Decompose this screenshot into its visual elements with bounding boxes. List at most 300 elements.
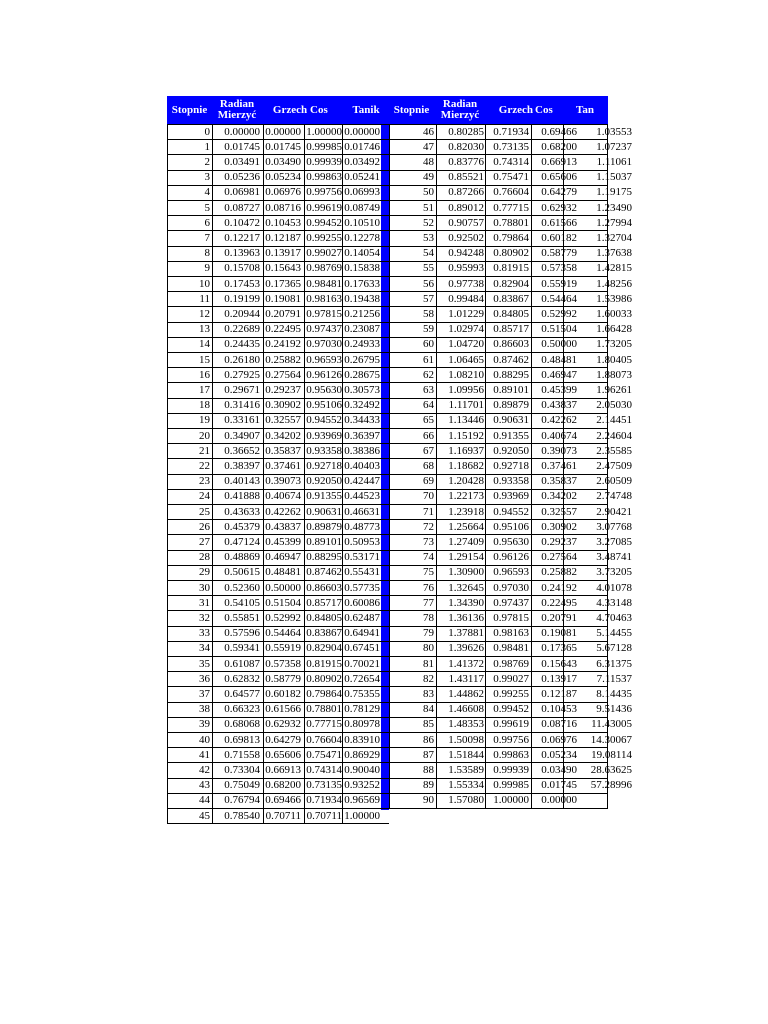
cell-degrees: 7: [204, 231, 210, 244]
cell-degrees: 19: [199, 414, 210, 427]
cell-radians: 1.25664: [448, 520, 484, 533]
cell-degrees: 26: [199, 520, 210, 533]
cell-radians: 1.46608: [448, 703, 484, 716]
cell-sin: 0.89101: [493, 383, 529, 396]
cell-sin: 0.64279: [265, 733, 301, 746]
cell-tan: 57.28996: [590, 779, 632, 792]
cell-sin: 0.99255: [493, 687, 529, 700]
cell-tan: 0.15838: [344, 262, 380, 275]
cell-sin: 0.91355: [493, 429, 529, 442]
cell-sin: 0.29237: [265, 383, 301, 396]
cell-cos: 0.24192: [541, 581, 577, 594]
cell-tan: 2.35585: [596, 444, 632, 457]
cell-tan: 0.93252: [344, 779, 380, 792]
cell-sin: 0.34202: [265, 429, 301, 442]
cell-radians: 0.68068: [224, 718, 260, 731]
cell-sin: 0.97815: [493, 611, 529, 624]
cell-degrees: 86: [423, 733, 434, 746]
cell-tan: 1.60033: [596, 307, 632, 320]
cell-sin: 0.71934: [493, 125, 529, 138]
cell-cos: 0.93969: [306, 429, 342, 442]
cell-tan: 0.80978: [344, 718, 380, 731]
cell-cos: 0.58779: [541, 247, 577, 260]
cell-tan: 0.90040: [344, 763, 380, 776]
cell-sin: 0.85717: [493, 323, 529, 336]
cell-tan: 0.17633: [344, 277, 380, 290]
cell-tan: 2.47509: [596, 459, 632, 472]
cell-cos: 0.42262: [541, 414, 577, 427]
cell-cos: 0.43837: [541, 399, 577, 412]
cell-sin: 0.86603: [493, 338, 529, 351]
cell-degrees: 36: [199, 672, 210, 685]
cell-sin: 0.35837: [265, 444, 301, 457]
cell-degrees: 88: [423, 763, 434, 776]
cell-tan: 3.73205: [596, 566, 632, 579]
cell-radians: 1.01229: [448, 307, 484, 320]
cell-sin: 0.90631: [493, 414, 529, 427]
cell-degrees: 16: [199, 368, 210, 381]
cell-cos: 0.76604: [306, 733, 342, 746]
cell-cos: 0.99255: [306, 231, 342, 244]
cell-tan: 2.90421: [596, 505, 632, 518]
cell-degrees: 43: [199, 779, 210, 792]
cell-tan: 4.33148: [596, 596, 632, 609]
cell-sin: 0.96593: [493, 566, 529, 579]
cell-sin: 0.37461: [265, 459, 301, 472]
cell-degrees: 6: [204, 216, 210, 229]
cell-cos: 0.91355: [306, 490, 342, 503]
cell-tan: 0.19438: [344, 292, 380, 305]
cell-tan: 0.60086: [344, 596, 380, 609]
cell-degrees: 58: [423, 307, 434, 320]
cell-tan: 0.46631: [344, 505, 380, 518]
cell-degrees: 30: [199, 581, 210, 594]
cell-cos: 0.93358: [306, 444, 342, 457]
cell-radians: 1.51844: [448, 748, 484, 761]
cell-sin: 0.82904: [493, 277, 529, 290]
cell-degrees: 85: [423, 718, 434, 731]
cell-radians: 0.40143: [224, 475, 260, 488]
cell-radians: 1.13446: [448, 414, 484, 427]
cell-tan: 0.86929: [344, 748, 380, 761]
cell-cos: 0.40674: [541, 429, 577, 442]
cell-radians: 0.12217: [224, 231, 260, 244]
cell-radians: 0.50615: [224, 566, 260, 579]
header-cos-right: Cos: [535, 103, 553, 116]
cell-radians: 1.20428: [448, 475, 484, 488]
cell-cos: 0.74314: [306, 763, 342, 776]
cell-degrees: 14: [199, 338, 210, 351]
header-radians-left: Radian Mierzyć: [217, 98, 257, 121]
cell-degrees: 0: [204, 125, 210, 138]
cell-sin: 0.99452: [493, 703, 529, 716]
cell-cos: 0.81915: [306, 657, 342, 670]
cell-radians: 0.94248: [448, 247, 484, 260]
cell-radians: 0.59341: [224, 642, 260, 655]
cell-cos: 0.05234: [541, 748, 577, 761]
header-degrees-right: Stopnie: [393, 103, 430, 116]
cell-tan: 6.31375: [596, 657, 632, 670]
cell-sin: 0.42262: [265, 505, 301, 518]
cell-degrees: 9: [204, 262, 210, 275]
cell-cos: 0.99939: [306, 155, 342, 168]
cell-cos: 0.46947: [541, 368, 577, 381]
cell-degrees: 10: [199, 277, 210, 290]
cell-tan: 0.38386: [344, 444, 380, 457]
cell-cos: 0.95106: [306, 399, 342, 412]
cell-radians: 0.61087: [224, 657, 260, 670]
cell-tan: 1.11061: [596, 155, 632, 168]
cell-radians: 0.26180: [224, 353, 260, 366]
cell-radians: 1.48353: [448, 718, 484, 731]
cell-radians: 1.55334: [448, 779, 484, 792]
cell-sin: 0.17365: [265, 277, 301, 290]
cell-cos: 0.06976: [541, 733, 577, 746]
cell-cos: 0.57358: [541, 262, 577, 275]
cell-cos: 0.60182: [541, 231, 577, 244]
cell-radians: 0.38397: [224, 459, 260, 472]
cell-radians: 0.76794: [224, 794, 260, 807]
cell-degrees: 63: [423, 383, 434, 396]
cell-sin: 0.22495: [265, 323, 301, 336]
cell-radians: 0.27925: [224, 368, 260, 381]
header-radians-right: Radian Mierzyć: [440, 98, 480, 121]
cell-radians: 0.55851: [224, 611, 260, 624]
cell-radians: 0.03491: [224, 155, 260, 168]
cell-cos: 0.98769: [306, 262, 342, 275]
cell-cos: 0.97030: [306, 338, 342, 351]
cell-sin: 0.98481: [493, 642, 529, 655]
cell-radians: 0.19199: [224, 292, 260, 305]
cell-radians: 0.69813: [224, 733, 260, 746]
cell-radians: 0.36652: [224, 444, 260, 457]
cell-tan: 1.73205: [596, 338, 632, 351]
cell-radians: 0.43633: [224, 505, 260, 518]
cell-sin: 0.95106: [493, 520, 529, 533]
cell-cos: 0.98481: [306, 277, 342, 290]
cell-degrees: 35: [199, 657, 210, 670]
cell-cos: 0.97437: [306, 323, 342, 336]
cell-radians: 0.15708: [224, 262, 260, 275]
cell-tan: 0.70021: [344, 657, 380, 670]
cell-radians: 0.31416: [224, 399, 260, 412]
cell-tan: 0.23087: [344, 323, 380, 336]
cell-degrees: 33: [199, 627, 210, 640]
cell-tan: 1.48256: [596, 277, 632, 290]
cell-cos: 0.64279: [541, 186, 577, 199]
cell-tan: 1.96261: [596, 383, 632, 396]
cell-degrees: 5: [204, 201, 210, 214]
cell-radians: 1.32645: [448, 581, 484, 594]
cell-sin: 0.27564: [265, 368, 301, 381]
cell-cos: 0.99985: [306, 140, 342, 153]
cell-cos: 0.19081: [541, 627, 577, 640]
cell-degrees: 84: [423, 703, 434, 716]
cell-sin: 0.89879: [493, 399, 529, 412]
cell-sin: 0.80902: [493, 247, 529, 260]
cell-radians: 1.39626: [448, 642, 484, 655]
cell-sin: 0.92718: [493, 459, 529, 472]
cell-tan: 0.67451: [344, 642, 380, 655]
cell-degrees: 44: [199, 794, 210, 807]
cell-cos: 0.98163: [306, 292, 342, 305]
cell-cos: 0.84805: [306, 611, 342, 624]
cell-degrees: 68: [423, 459, 434, 472]
header-sin-right: Grzech: [498, 103, 533, 116]
cell-tan: 1.32704: [596, 231, 632, 244]
cell-sin: 0.99985: [493, 779, 529, 792]
cell-sin: 0.60182: [265, 687, 301, 700]
cell-tan: 1.42815: [596, 262, 632, 275]
cell-radians: 0.10472: [224, 216, 260, 229]
cell-tan: 28.63625: [590, 763, 632, 776]
cell-radians: 0.82030: [448, 140, 484, 153]
cell-tan: 1.03553: [596, 125, 632, 138]
cell-degrees: 75: [423, 566, 434, 579]
cell-tan: 0.08749: [344, 201, 380, 214]
cell-cos: 0.13917: [541, 672, 577, 685]
cell-cos: 0.77715: [306, 718, 342, 731]
cell-tan: 1.80405: [596, 353, 632, 366]
cell-sin: 0.68200: [265, 779, 301, 792]
cell-cos: 0.87462: [306, 566, 342, 579]
cell-sin: 0.94552: [493, 505, 529, 518]
cell-cos: 0.22495: [541, 596, 577, 609]
cell-cos: 0.71934: [306, 794, 342, 807]
cell-radians: 1.18682: [448, 459, 484, 472]
cell-cos: 0.69466: [541, 125, 577, 138]
cell-degrees: 73: [423, 535, 434, 548]
cell-tan: 7.11537: [596, 672, 632, 685]
cell-sin: 0.43837: [265, 520, 301, 533]
cell-cos: 0.55919: [541, 277, 577, 290]
cell-sin: 0.74314: [493, 155, 529, 168]
cell-tan: 1.88073: [596, 368, 632, 381]
cell-degrees: 78: [423, 611, 434, 624]
cell-radians: 1.08210: [448, 368, 484, 381]
cell-tan: 1.23490: [596, 201, 632, 214]
cell-cos: 0.80902: [306, 672, 342, 685]
cell-degrees: 83: [423, 687, 434, 700]
cell-cos: 0.66913: [541, 155, 577, 168]
cell-sin: 0.54464: [265, 627, 301, 640]
cell-sin: 0.99027: [493, 672, 529, 685]
cell-sin: 0.12187: [265, 231, 301, 244]
header-sin-left: Grzech: [272, 103, 308, 116]
cell-tan: 4.70463: [596, 611, 632, 624]
cell-degrees: 70: [423, 490, 434, 503]
cell-tan: 0.44523: [344, 490, 380, 503]
cell-tan: 0.00000: [344, 125, 380, 138]
cell-sin: 0.70711: [265, 809, 301, 822]
cell-radians: 0.13963: [224, 247, 260, 260]
cell-sin: 0.39073: [265, 475, 301, 488]
cell-cos: 0.99452: [306, 216, 342, 229]
cell-radians: 1.41372: [448, 657, 484, 670]
cell-degrees: 81: [423, 657, 434, 670]
blue-separator-column: [381, 124, 389, 810]
cell-degrees: 2: [204, 155, 210, 168]
cell-degrees: 66: [423, 429, 434, 442]
cell-radians: 0.87266: [448, 186, 484, 199]
cell-sin: 0.24192: [265, 338, 301, 351]
cell-cos: 0.48481: [541, 353, 577, 366]
cell-sin: 0.93358: [493, 475, 529, 488]
cell-radians: 0.33161: [224, 414, 260, 427]
cell-sin: 0.75471: [493, 171, 529, 184]
cell-degrees: 23: [199, 475, 210, 488]
cell-degrees: 54: [423, 247, 434, 260]
cell-cos: 0.78801: [306, 703, 342, 716]
cell-radians: 1.23918: [448, 505, 484, 518]
cell-tan: 0.34433: [344, 414, 380, 427]
cell-degrees: 82: [423, 672, 434, 685]
cell-sin: 0.81915: [493, 262, 529, 275]
cell-degrees: 38: [199, 703, 210, 716]
cell-degrees: 87: [423, 748, 434, 761]
cell-tan: 0.30573: [344, 383, 380, 396]
cell-degrees: 51: [423, 201, 434, 214]
cell-radians: 1.34390: [448, 596, 484, 609]
cell-degrees: 67: [423, 444, 434, 457]
cell-degrees: 56: [423, 277, 434, 290]
cell-sin: 0.25882: [265, 353, 301, 366]
cell-degrees: 71: [423, 505, 434, 518]
cell-tan: 2.60509: [596, 475, 632, 488]
cell-degrees: 31: [199, 596, 210, 609]
cell-degrees: 60: [423, 338, 434, 351]
cell-cos: 0.96126: [306, 368, 342, 381]
cell-cos: 0.50000: [541, 338, 577, 351]
cell-tan: 0.62487: [344, 611, 380, 624]
cell-radians: 0.29671: [224, 383, 260, 396]
cell-radians: 0.06981: [224, 186, 260, 199]
cell-sin: 0.45399: [265, 535, 301, 548]
cell-radians: 0.66323: [224, 703, 260, 716]
cell-tan: 2.14451: [596, 414, 632, 427]
cell-sin: 0.97437: [493, 596, 529, 609]
cell-degrees: 17: [199, 383, 210, 396]
cell-degrees: 55: [423, 262, 434, 275]
cell-sin: 0.66913: [265, 763, 301, 776]
cell-degrees: 29: [199, 566, 210, 579]
cell-radians: 0.95993: [448, 262, 484, 275]
cell-sin: 0.55919: [265, 642, 301, 655]
cell-degrees: 64: [423, 399, 434, 412]
cell-radians: 0.45379: [224, 520, 260, 533]
cell-degrees: 76: [423, 581, 434, 594]
cell-degrees: 8: [204, 247, 210, 260]
cell-cos: 1.00000: [306, 125, 342, 138]
cell-radians: 1.09956: [448, 383, 484, 396]
cell-cos: 0.79864: [306, 687, 342, 700]
cell-cos: 0.68200: [541, 140, 577, 153]
cell-tan: 0.28675: [344, 368, 380, 381]
cell-radians: 1.37881: [448, 627, 484, 640]
cell-cos: 0.03490: [541, 763, 577, 776]
cell-cos: 0.20791: [541, 611, 577, 624]
cell-sin: 0.01745: [265, 140, 301, 153]
cell-radians: 0.83776: [448, 155, 484, 168]
cell-radians: 1.36136: [448, 611, 484, 624]
cell-sin: 0.83867: [493, 292, 529, 305]
cell-sin: 0.96126: [493, 551, 529, 564]
cell-radians: 0.00000: [224, 125, 260, 138]
cell-tan: 2.74748: [596, 490, 632, 503]
cell-tan: 0.75355: [344, 687, 380, 700]
cell-cos: 0.54464: [541, 292, 577, 305]
cell-radians: 0.90757: [448, 216, 484, 229]
cell-tan: 14.30067: [590, 733, 632, 746]
cell-cos: 0.01745: [541, 779, 577, 792]
cell-cos: 0.86603: [306, 581, 342, 594]
cell-sin: 0.40674: [265, 490, 301, 503]
cell-radians: 0.75049: [224, 779, 260, 792]
cell-degrees: 42: [199, 763, 210, 776]
cell-tan: 0.53171: [344, 551, 380, 564]
cell-sin: 0.03490: [265, 155, 301, 168]
cell-sin: 0.99619: [493, 718, 529, 731]
cell-radians: 1.50098: [448, 733, 484, 746]
cell-degrees: 13: [199, 323, 210, 336]
cell-radians: 0.52360: [224, 581, 260, 594]
cell-sin: 0.99756: [493, 733, 529, 746]
cell-tan: 1.66428: [596, 323, 632, 336]
cell-tan: 0.55431: [344, 566, 380, 579]
cell-radians: 1.53589: [448, 763, 484, 776]
cell-cos: 0.99756: [306, 186, 342, 199]
cell-tan: 1.19175: [596, 186, 632, 199]
cell-tan: 1.15037: [596, 171, 632, 184]
cell-sin: 0.30902: [265, 399, 301, 412]
cell-degrees: 90: [423, 794, 434, 807]
cell-tan: 0.96569: [344, 794, 380, 807]
cell-cos: 0.35837: [541, 475, 577, 488]
cell-degrees: 47: [423, 140, 434, 153]
cell-sin: 0.77715: [493, 201, 529, 214]
cell-tan: 0.06993: [344, 186, 380, 199]
cell-cos: 0.95630: [306, 383, 342, 396]
cell-degrees: 62: [423, 368, 434, 381]
cell-degrees: 57: [423, 292, 434, 305]
cell-sin: 0.52992: [265, 611, 301, 624]
cell-degrees: 25: [199, 505, 210, 518]
cell-sin: 0.65606: [265, 748, 301, 761]
cell-cos: 0.08716: [541, 718, 577, 731]
cell-sin: 0.10453: [265, 216, 301, 229]
cell-tan: 0.36397: [344, 429, 380, 442]
cell-degrees: 52: [423, 216, 434, 229]
cell-tan: 0.14054: [344, 247, 380, 260]
cell-radians: 0.71558: [224, 748, 260, 761]
cell-degrees: 28: [199, 551, 210, 564]
cell-radians: 1.02974: [448, 323, 484, 336]
cell-radians: 1.44862: [448, 687, 484, 700]
cell-sin: 0.76604: [493, 186, 529, 199]
cell-degrees: 89: [423, 779, 434, 792]
cell-sin: 0.98769: [493, 657, 529, 670]
cell-tan: 8.14435: [596, 687, 632, 700]
cell-degrees: 77: [423, 596, 434, 609]
header-cos-left: Cos: [310, 103, 328, 116]
cell-tan: 0.01746: [344, 140, 380, 153]
cell-degrees: 80: [423, 642, 434, 655]
cell-tan: 4.01078: [596, 581, 632, 594]
cell-tan: 1.53986: [596, 292, 632, 305]
cell-cos: 0.82904: [306, 642, 342, 655]
cell-tan: 0.21256: [344, 307, 380, 320]
cell-cos: 0.30902: [541, 520, 577, 533]
